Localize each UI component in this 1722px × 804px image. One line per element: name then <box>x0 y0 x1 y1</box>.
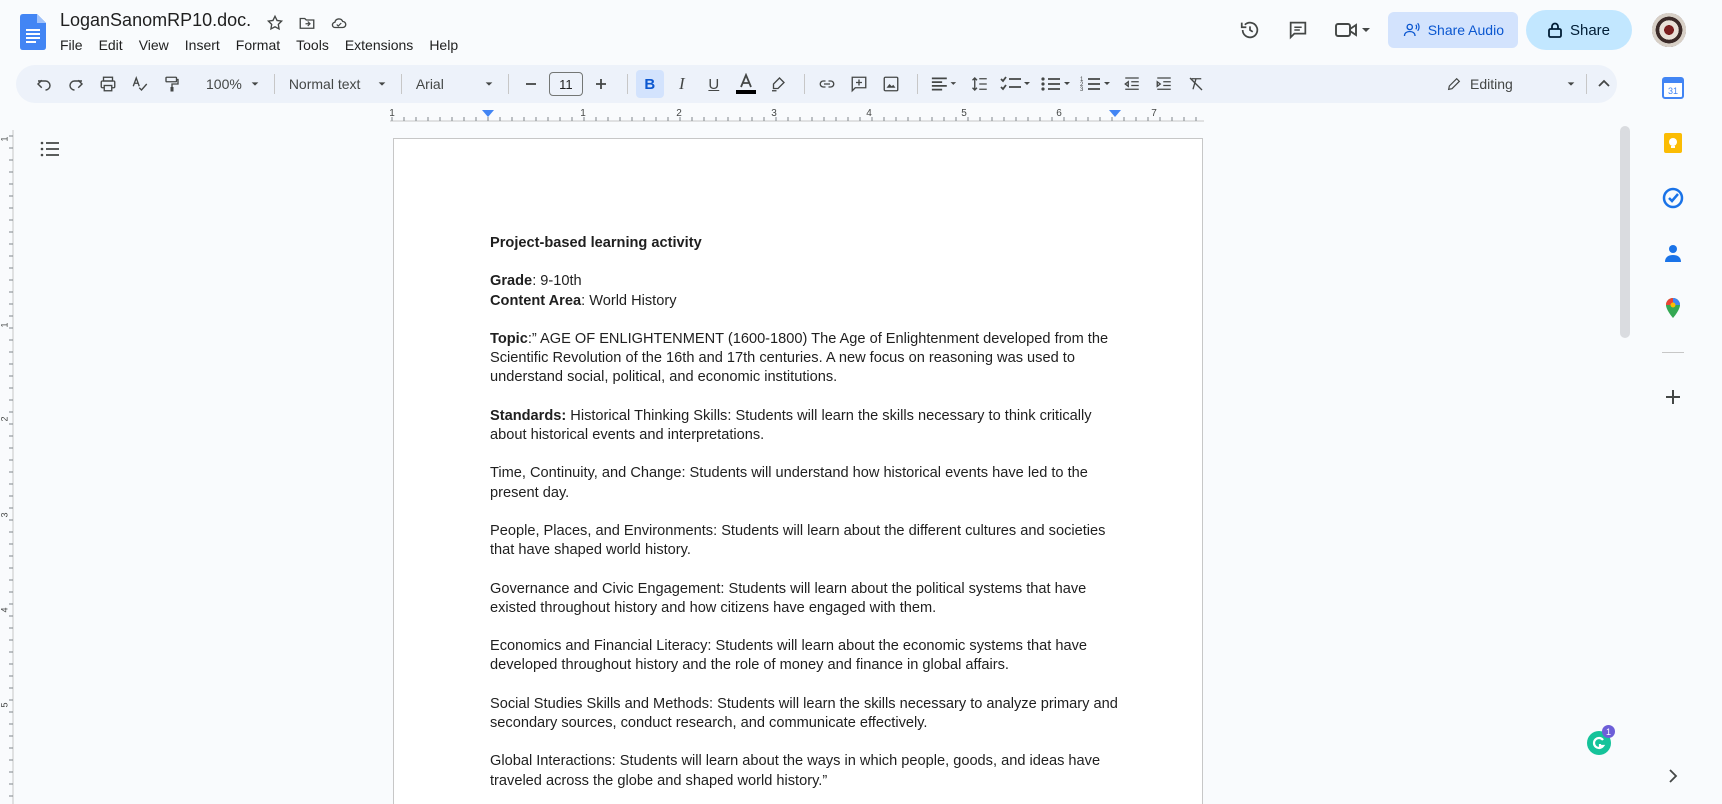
standards-text: Historical Thinking Skills: Students will learn the skills necessary to think critically about historical events and interpretations. <box>490 407 1092 443</box>
spellcheck-icon[interactable] <box>126 70 154 98</box>
chevron-down-icon <box>250 79 260 89</box>
calendar-day: 31 <box>1667 86 1679 96</box>
document-body[interactable] <box>490 234 1120 791</box>
chevron-down-icon <box>1566 79 1576 89</box>
numbered-list-icon[interactable] <box>1078 70 1114 98</box>
paragraph: Time, Continuity, and Change: Students will understand how historical events have led to the present day. <box>490 465 1088 501</box>
chevron-down-icon <box>484 79 494 89</box>
undo-icon[interactable] <box>30 70 58 98</box>
svg-text:1: 1 <box>1079 77 1084 83</box>
paragraph-style-value: Normal text <box>288 76 361 92</box>
top-bar <box>0 0 1722 62</box>
chevron-down-icon <box>377 79 387 89</box>
ruler-label: 1 <box>580 108 586 119</box>
vruler-label: 2 <box>0 416 10 422</box>
font-size-input[interactable]: 11 <box>549 72 583 96</box>
italic-icon[interactable]: I <box>678 74 685 93</box>
tasks-icon[interactable] <box>1662 187 1684 209</box>
side-panel <box>1640 64 1722 804</box>
highlight-color-icon[interactable] <box>764 70 792 98</box>
vruler-label: 3 <box>0 512 10 518</box>
underline-icon[interactable]: U <box>708 75 720 93</box>
keep-icon[interactable] <box>1662 132 1684 154</box>
toolbar-divider <box>401 74 402 94</box>
print-icon[interactable] <box>94 70 122 98</box>
star-icon[interactable] <box>264 12 286 34</box>
document-outline-icon[interactable] <box>38 137 62 161</box>
vruler-label: 1 <box>0 136 10 142</box>
share-audio-button[interactable] <box>1388 12 1518 48</box>
checklist-icon[interactable] <box>998 70 1034 98</box>
pencil-icon <box>1446 76 1462 92</box>
calendar-icon[interactable] <box>1662 77 1684 99</box>
vertical-scrollbar[interactable] <box>1620 126 1630 338</box>
docs-logo-icon[interactable] <box>20 14 46 50</box>
account-avatar[interactable] <box>1652 13 1686 47</box>
menu-help[interactable]: Help <box>429 37 459 53</box>
vruler-label: 1 <box>0 322 10 328</box>
font-family-select[interactable] <box>410 76 500 92</box>
version-history-icon[interactable] <box>1230 10 1270 50</box>
grammarly-count-badge: 1 <box>1602 725 1615 738</box>
menu-extensions[interactable]: Extensions <box>344 37 414 53</box>
menu-tools[interactable]: Tools <box>296 37 329 53</box>
add-comment-icon[interactable] <box>845 70 873 98</box>
content-area-value: : World History <box>581 292 677 309</box>
share-label: Share <box>1569 21 1611 39</box>
text-color-icon[interactable] <box>732 70 760 98</box>
menu-format[interactable]: Format <box>235 37 281 53</box>
zoom-value: 100% <box>206 76 242 92</box>
contacts-icon[interactable] <box>1662 242 1684 264</box>
standards-label: Standards: <box>490 407 567 424</box>
editing-mode-label: Editing <box>1470 76 1513 92</box>
document-page[interactable] <box>393 138 1203 804</box>
side-panel-divider <box>1662 352 1684 353</box>
insert-link-icon[interactable] <box>813 70 841 98</box>
bulleted-list-icon[interactable] <box>1038 70 1074 98</box>
vruler-label: 4 <box>0 607 10 613</box>
ruler-label: 3 <box>771 108 777 119</box>
hide-menus-chevron-up-icon[interactable] <box>1590 70 1618 98</box>
document-title[interactable]: LoganSanomRP10.doc. <box>60 10 252 30</box>
video-camera-icon <box>1334 20 1360 40</box>
expand-panel-chevron-right-icon[interactable] <box>1662 765 1684 787</box>
menu-edit[interactable]: Edit <box>98 37 123 53</box>
toolbar-divider <box>274 74 275 94</box>
toolbar-divider <box>804 74 805 94</box>
decrease-font-size-icon[interactable] <box>517 70 545 98</box>
people-audio-icon <box>1402 21 1422 39</box>
menu-bar <box>60 37 474 53</box>
toolbar-divider <box>508 74 509 94</box>
paragraph: Social Studies Skills and Methods: Students will learn the skills necessary to analyze primary and secondary sources, conduct research, and communicate effectively. <box>490 695 1118 731</box>
paragraph: Global Interactions: Students will learn about the ways in which people, goods, and ideas have traveled across the globe and shaped world history.” <box>490 753 1101 789</box>
toolbar-divider <box>917 74 918 94</box>
grade-value: : 9-10th <box>532 273 582 290</box>
toolbar-divider <box>627 74 628 94</box>
insert-image-icon[interactable] <box>877 70 905 98</box>
toolbar-divider <box>1586 74 1587 94</box>
lock-icon <box>1548 22 1562 38</box>
share-button[interactable] <box>1526 10 1632 50</box>
document-heading: Project-based learning activity <box>490 235 702 251</box>
ruler-label: 6 <box>1056 108 1062 119</box>
editing-mode-select[interactable] <box>1446 76 1576 92</box>
comments-icon[interactable] <box>1278 10 1318 50</box>
paragraph: Governance and Civic Engagement: Students will learn about the political systems that have existed throughout history and how citizens have engaged with them. <box>490 580 1087 616</box>
ruler-ticks <box>390 108 1204 122</box>
cloud-saved-icon[interactable] <box>328 12 350 34</box>
grade-label: Grade <box>490 273 533 290</box>
bold-icon[interactable]: B <box>636 70 664 98</box>
svg-text:3: 3 <box>1079 87 1084 93</box>
font-family-value: Arial <box>415 76 444 92</box>
align-left-icon[interactable] <box>926 70 962 98</box>
maps-icon[interactable] <box>1662 297 1684 319</box>
topic-label: Topic <box>490 330 528 347</box>
meet-button[interactable] <box>1334 20 1372 40</box>
move-folder-icon[interactable] <box>296 12 318 34</box>
right-indent-marker[interactable] <box>1109 110 1121 117</box>
content-area-label: Content Area <box>490 292 582 309</box>
svg-text:2: 2 <box>1079 82 1084 88</box>
ruler-label: 2 <box>676 108 682 119</box>
paint-format-icon[interactable] <box>158 70 186 98</box>
line-spacing-icon[interactable] <box>966 70 994 98</box>
decrease-indent-icon[interactable] <box>1118 70 1146 98</box>
topic-text: :” AGE OF ENLIGHTENMENT (1600-1800) The Age of Enlightenment developed from the Scientific Revolution of the 16th and 17th centuries. A new focus on reasoning was used to understand social, political, and economic institutions. <box>490 330 1109 386</box>
paragraph: Economics and Financial Literacy: Students will learn about the economic systems that have developed throughout history and the role of money and finance in global affairs. <box>490 638 1088 674</box>
menu-insert[interactable]: Insert <box>184 37 220 53</box>
chevron-down-icon <box>1360 24 1372 36</box>
increase-font-size-icon[interactable] <box>587 70 615 98</box>
formatting-toolbar <box>16 65 1617 103</box>
ruler-label: 4 <box>866 108 872 119</box>
left-indent-marker[interactable] <box>482 110 494 117</box>
vruler-label: 5 <box>0 702 10 708</box>
paragraph-style-select[interactable] <box>283 76 393 92</box>
horizontal-ruler[interactable] <box>390 108 1204 122</box>
paragraph: People, Places, and Environments: Students will learn about the different cultures and societies that have shaped world history. <box>490 522 1106 559</box>
share-audio-label: Share Audio <box>1427 22 1504 38</box>
ruler-label: 1 <box>389 108 395 119</box>
ruler-label: 7 <box>1151 108 1157 119</box>
menu-file[interactable]: File <box>60 37 83 53</box>
clear-formatting-icon[interactable] <box>1182 70 1210 98</box>
menu-view[interactable]: View <box>138 37 169 53</box>
ruler-label: 5 <box>961 108 967 119</box>
increase-indent-icon[interactable] <box>1150 70 1178 98</box>
add-addon-plus-icon[interactable] <box>1662 386 1684 408</box>
zoom-select[interactable] <box>200 76 266 92</box>
redo-icon[interactable] <box>62 70 90 98</box>
vertical-ruler[interactable] <box>0 130 14 804</box>
